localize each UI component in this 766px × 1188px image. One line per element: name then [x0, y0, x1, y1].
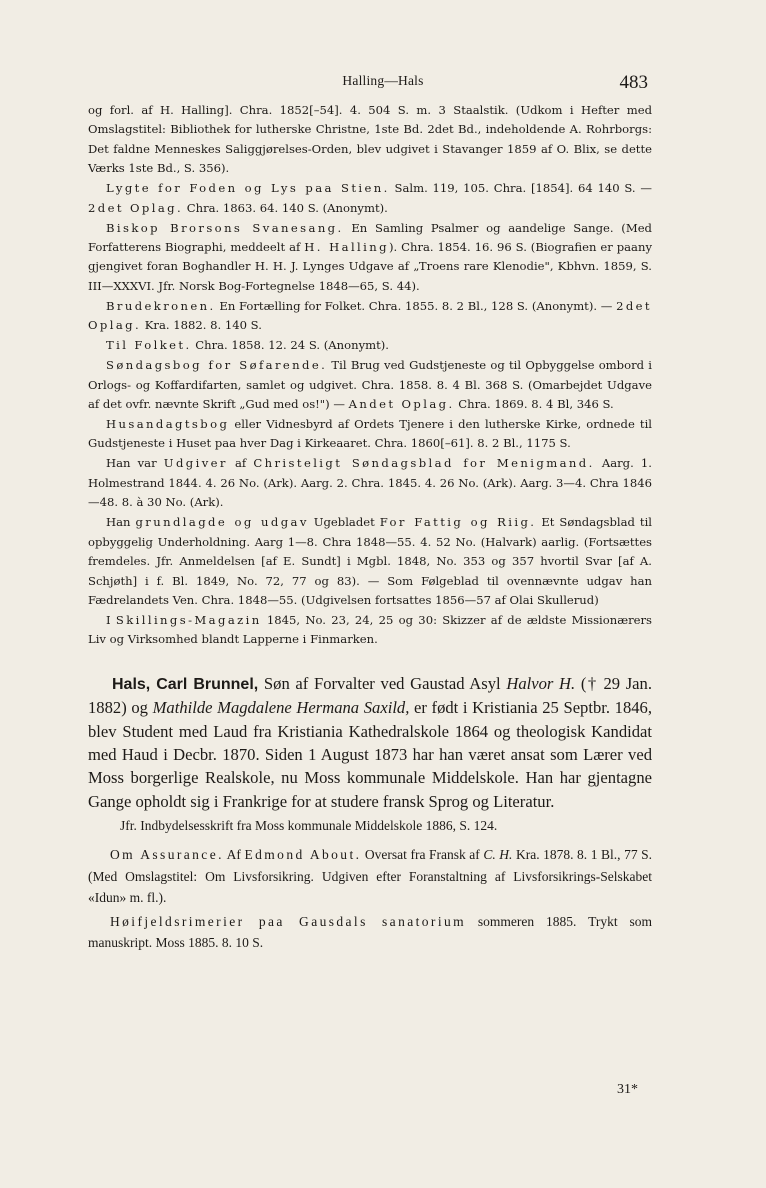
entry-text: Til Brug ved Gudstjeneste og til Opbyggelse ombord i Orlogs- og Koffardifarten, samlet og udgivet. Chra. 1858. 8. 4 Bl. 368 S. (Omarbejdet Udgave af det ovfr. nævnte Skrift „Gud med os!") —	[88, 358, 652, 412]
bibliography-entry	[88, 415, 652, 454]
bibliography-entry	[88, 454, 652, 512]
entry-text: Chra. 1858. 12. 24 S. (Anonymt).	[191, 338, 389, 353]
entry-edition: 2det Oplag.	[88, 298, 652, 333]
entry-text: En Fortælling for Folket. Chra. 1855. 8. 2 Bl., 128 S. (Anonymt). —	[215, 298, 617, 313]
entry-text: og forl. af H. Halling]. Chra. 1852[–54]. 4. 504 S. m. 3 Staalstik. (Udkom i Hefter med Omslagstitel: Bibliothek for lutherske Christne, 1ste Bd. 2det Bd., indeholdende A. Rohrborgs: Det faldne Menneskes Saliggjørelses-Orden, blev udgivet i Stavanger 1859 af O. Blix, se dette Værks 1ste Bd., S. 356).	[88, 103, 652, 176]
work-text-2: Oversat fra Fransk af	[361, 847, 484, 863]
bio-name: Hals, Carl Brunnel,	[112, 675, 259, 693]
entry-title: Søndagsbog for Søfarende.	[106, 358, 328, 373]
entry-title: Lygte for Foden og Lys paa Stien.	[106, 181, 390, 196]
bibliography-entry	[88, 611, 652, 650]
entry-text-2: Et Søndagsblad til opbyggelig Underholdning. Aarg 1—8. Chra 1848—55. 4. 52 No. (Halvark) aarlig. (Fortsættes fremdeles. Jfr. Anmeldelsen [af E. Sundt] i Mgbl. 1848, No. 353 og 357 hvortil Svar [af A. Schjøth] i f. Bl. 1849, No. 72, 77 og 83). — Som Følgeblad til ovennævnte udgav han Fædrelandets Ven. Chra. 1848—55. (Udgivelsen fortsattes 1856—57 af Olai Skullerud)	[88, 515, 652, 607]
work-text-1: sommeren 1885. Trykt som manuskript. Moss 1885. 8. 10 S.	[88, 913, 653, 951]
page-content	[88, 101, 652, 954]
page-number: 483	[619, 72, 648, 93]
work-title: Om Assurance.	[110, 847, 224, 863]
bibliography-entry	[88, 179, 652, 218]
entry-prefix: Han var	[106, 456, 164, 471]
bio-text-1: Søn af Forvalter ved Gaustad Asyl	[258, 673, 507, 693]
signature-mark: 31*	[617, 1082, 638, 1097]
work-author: Edmond About.	[244, 847, 362, 863]
entry-edition: Andet Oplag.	[348, 397, 455, 412]
entry-text-2: Kra. 1882. 8. 140 S.	[141, 318, 262, 333]
entry-prefix: I	[106, 612, 116, 627]
entry-text-2: Aarg. 1. Holmestrand 1844. 4. 26 No. (Ark). Aarg. 2. Chra. 1845. 4. 26 No. (Ark). Aarg. 3—4. Chra 1846—48. 8. à 30 No. (Ark).	[88, 456, 652, 510]
bio-father: Halvor H.	[506, 673, 576, 693]
work-title: Høifjeldsrimerier paa Gausdals sanatorium	[110, 913, 467, 929]
biography-paragraph	[88, 672, 652, 813]
entry-title: Brudekronen.	[106, 298, 216, 313]
bio-text-3: er født i Kristiania 25 Septbr. 1846, blev Student med Laud fra Kristiania Kathedralskole 1864 og theologisk Kandidat med Haud i Decbr. 1870. Siden 1 August 1873 har han været ansat som Lærer ved Moss borgerlige Realskole, nu Moss kommunale Middelskole. Han har gjentagne Gange opholdt sig i Frankrige for at studere fransk Sprog og Literatur.	[88, 698, 652, 811]
entry-edition: For Fattig og Riig.	[379, 515, 537, 530]
entry-text: En Samling Psalmer og aandelige Sange. (Med Forfatterens Biographi, meddeelt af	[88, 220, 652, 255]
bibliography-entry	[88, 297, 652, 336]
entry-text-2: ). Chra. 1854. 16. 96 S. (Biografien er paany gjengivet foran Boghandler H. H. J. Lynges Udgave af „Troens rare Klenodie", Kbhvn. 1859, S. III—XXXVI. Jfr. Norsk Bog-Fortegnelse 1848—65, S. 44).	[88, 240, 652, 293]
entry-text-2: Chra. 1863. 64. 140 S. (Anonymt).	[183, 200, 388, 215]
bibliography-entry	[88, 219, 652, 297]
work-text-3: Kra. 1878. 8. 1 Bl., 77 S. (Med Omslagstitel: Om Livsforsikring. Udgiven efter Foranstaltning af Livsforsikrings-Selskabet «Idun» m. fl.).	[88, 847, 653, 906]
entry-text: Ugebladet	[308, 515, 380, 530]
entry-title: Biskop Brorsons Svanesang.	[106, 220, 344, 235]
bio-mother: Mathilde Magdalene Hermana Saxild,	[152, 698, 410, 718]
entry-title: Til Folket.	[106, 338, 192, 353]
entry-text: af	[227, 456, 254, 471]
entry-text: eller Vidnesbyrd af Ordets Tjenere i den lutherske Kirke, ordnede til Gudstjeneste i Huset paa hver Dag i Kirkeaaret. Chra. 1860[–61]. 8. 2 Bl., 1175 S.	[88, 417, 652, 451]
entry-title: grundlagde og udgav	[135, 515, 309, 530]
entry-text: Salm. 119, 105. Chra. [1854]. 64 140 S. —	[389, 181, 652, 196]
bio-reference: Jfr. Indbydelsesskrift fra Moss kommunale Middelskole 1886, S. 124.	[120, 818, 498, 834]
entry-title: Husandagtsbog	[106, 417, 230, 432]
work-text-1: Af	[223, 847, 245, 863]
work-entry	[88, 844, 652, 909]
bibliography-entry	[88, 513, 652, 610]
running-head: Halling—Hals	[342, 73, 424, 88]
bibliography-entry	[88, 336, 652, 355]
bibliography-entry	[88, 356, 652, 414]
entry-text: 1845, No. 23, 24, 25 og 30: Skizzer af de ældste Missionærers Liv og Virksomhed blandt Lapperne i Finmarken.	[88, 612, 653, 647]
bio-text-2: († 29 Jan. 1882) og	[88, 673, 652, 718]
entry-continuation	[88, 101, 652, 179]
work-entry	[88, 911, 652, 954]
entry-title: Skillings-Magazin	[115, 612, 262, 627]
work-translator: C. H.	[483, 847, 513, 863]
entry-edition: Christeligt Søndagsblad for Menigmand.	[253, 456, 595, 471]
entry-prefix: Han	[106, 515, 136, 530]
entry-title: Udgiver	[163, 456, 228, 471]
entry-edition: H. Halling	[304, 240, 389, 255]
entry-edition: 2det Oplag.	[88, 200, 184, 215]
entry-text-2: Chra. 1869. 8. 4 Bl, 346 S.	[454, 397, 614, 412]
